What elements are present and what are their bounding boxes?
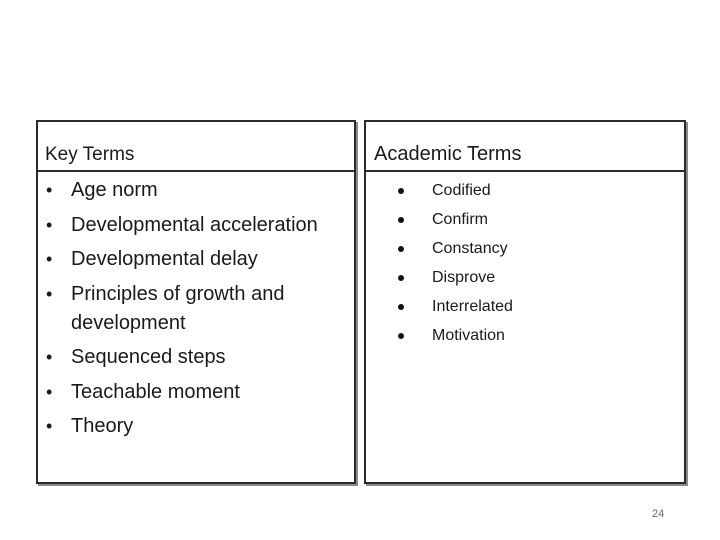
bullet-icon	[398, 275, 404, 281]
list-item	[366, 205, 682, 234]
bullet-icon: •	[46, 249, 53, 269]
list-item	[38, 378, 354, 407]
key-term-text: Teachable moment	[71, 380, 240, 403]
list-item	[38, 211, 354, 240]
list-item	[38, 412, 354, 441]
academic-term-text: Interrelated	[432, 298, 513, 315]
list-item	[366, 234, 682, 263]
list-item	[38, 343, 354, 372]
key-terms-title: Key Terms	[45, 144, 135, 165]
bullet-icon: •	[46, 347, 53, 367]
bullet-icon: •	[46, 381, 53, 402]
bullet-icon: •	[46, 214, 53, 235]
page-number: 24	[652, 508, 665, 520]
key-term-text: Developmental delay	[71, 248, 258, 270]
list-item	[366, 292, 682, 321]
academic-terms-header	[366, 122, 684, 172]
key-terms-header	[38, 122, 354, 172]
bullet-icon: •	[46, 180, 53, 200]
academic-term-text: Motivation	[432, 327, 505, 344]
key-term-text: Theory	[71, 415, 134, 437]
key-term-text: Sequenced steps	[71, 346, 226, 368]
academic-term-text: Constancy	[432, 240, 508, 257]
bullet-icon	[398, 333, 404, 339]
bullet-icon	[398, 304, 404, 310]
bullet-icon: •	[46, 416, 53, 436]
key-terms-panel	[36, 120, 356, 484]
list-item	[366, 176, 682, 205]
bullet-icon	[398, 217, 404, 223]
key-terms-list	[38, 176, 354, 447]
list-item	[366, 263, 682, 292]
academic-terms-title: Academic Terms	[374, 143, 522, 165]
bullet-icon	[398, 188, 404, 194]
bullet-icon	[398, 246, 404, 252]
list-item	[38, 176, 354, 205]
list-item	[38, 280, 354, 338]
list-item	[38, 245, 354, 274]
key-term-text: Developmental acceleration	[71, 213, 318, 236]
academic-terms-panel	[364, 120, 686, 484]
bullet-icon: •	[46, 283, 53, 304]
key-term-text: Age norm	[71, 179, 158, 201]
list-item	[366, 321, 682, 350]
academic-terms-list	[366, 176, 682, 350]
academic-term-text: Disprove	[432, 269, 496, 286]
academic-term-text: Codified	[432, 182, 491, 199]
key-term-text: Principles of growth and development	[71, 282, 285, 334]
academic-term-text: Confirm	[432, 211, 489, 228]
